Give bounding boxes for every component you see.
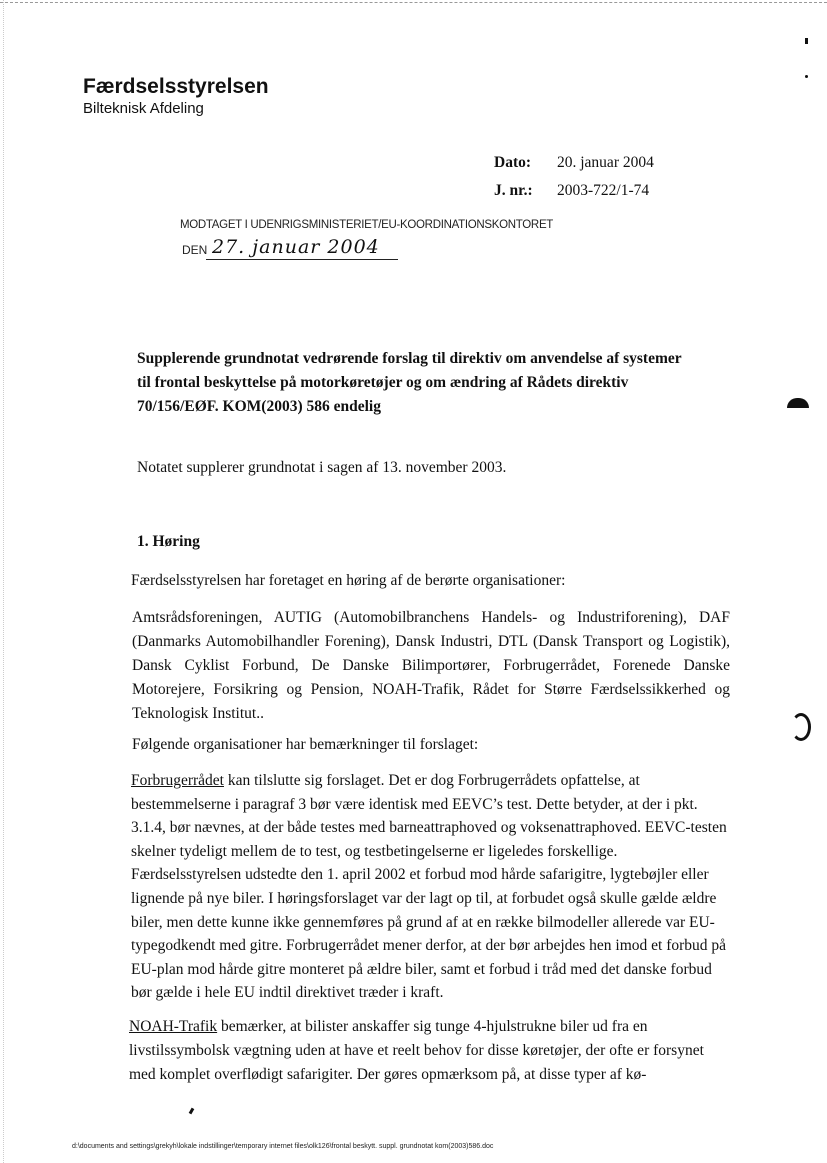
file-path-footer: d:\documents and settings\grekyh\lokale indstillinger\temporary internet files\olk126\frontal beskytt. suppl. grundnotat kom(2003)586.doc [72,1143,494,1150]
forbrugerraadet-text: kan tilslutte sig forslaget. Det er dog Forbrugerrådets opfattelse, at bestemmelserne i paragraf 3 bør være identisk med EEVC’s test. Dette betyder, at der i pkt. 3.1.4, bør nævnes, at der både testes med barneattraphoved og voksenattraphoved. EEVC-testen skelner tydeligt mellem de to test, og testbetingelserne er ligeledes forskellige. Færdselsstyrelsen udstedte den 1. april 2002 et forbud mod hårde safarigitre, lygtebøjler eller lignende på nye biler. I høringsforslaget var der lagt op til, at forbudet også skulle gælde ældre biler, men dette kunne ikke gennemføres på grund af at en række bilmodeller allerede var EU-typegodkendt med gitre. Forbrugerrådet mener derfor, at der bør arbejdes hen imod et forbud på EU-plan mod hårde gitre monteret på ældre biler, samt et forbud i tråd med det danske forbud bør gælde i hele EU indtil direktivet træder i kraft. [131,772,727,1002]
jnr-label: J. nr.: [494,182,533,199]
noah-text: bemærker, at bilister anskaffer sig tunge 4-hjulstrukne biler ud fra en livstilssymbolsk vægtning uden at have et reelt behov for disse køretøjer, der ofte er forsynet med komplet overflødigt safarigiter. Der gøres opmærksom på, at disse typer af kø- [129,1018,704,1083]
handwritten-date: 27. januar 2004 [212,236,380,258]
section-title: 1. Høring [137,533,200,550]
stamp-den-label: DEN [182,243,208,257]
org-name-forbrugerraadet: Forbrugerrådet [131,772,224,789]
date-value: 20. januar 2004 [557,154,654,171]
jnr-row [494,182,794,210]
scan-speck [805,75,808,78]
letterhead [83,74,269,118]
subject-heading [137,347,737,419]
scan-speck [189,1108,195,1115]
org-name-noah: NOAH-Trafik [129,1018,218,1035]
scan-speck [805,38,808,44]
received-stamp: MODTAGET I UDENRIGSMINISTERIET/EU-KOORDINATIONSKONTORET [180,219,554,231]
paragraph-remarks-intro: Følgende organisationer har bemærkninger til forslaget: [132,736,479,753]
organization-name: Færdselsstyrelsen [83,75,269,98]
paragraph-organisations: Amtsrådsforeningen, AUTIG (Automobilbranchens Handels- og Industriforening), DAF (Danmarks Automobilhandler Forening), Dansk Industri, DTL (Dansk Transport og Logistik), Dansk Cyklist Forbund, De Danske Bilimportører, Forbrugerrådet, Forenede Danske Motorejere, Forsikring og Pension, NOAH-Trafik, Rådet for Større Færdselssikkerhed og Teknologisk Institut.. [132,609,730,722]
subject-line-1: Supplerende grundnotat vedrørende forslag til direktiv om anvendelse af systemer [137,350,682,367]
document-meta [494,154,794,210]
scan-left-edge [3,0,4,1163]
paragraph-hearing: Færdselsstyrelsen har foretaget en høring af de berørte organisationer: [131,572,566,589]
date-row [494,154,794,182]
paragraph-noah [129,1015,729,1087]
punch-hole-mark [791,713,811,741]
paragraph-forbrugerraadet [131,769,731,1005]
stamp-underline [206,259,398,260]
punch-hole-mark [787,398,809,408]
subject-line-3: 70/156/EØF. KOM(2003) 586 endelig [137,398,381,415]
department-name: Bilteknisk Afdeling [83,100,204,117]
intro-paragraph: Notatet supplerer grundnotat i sagen af 13. november 2003. [137,459,507,476]
date-label: Dato: [494,154,532,171]
jnr-value: 2003-722/1-74 [557,182,650,199]
subject-line-2: til frontal beskyttelse på motorkøretøjer og om ændring af Rådets direktiv [137,374,629,391]
scan-top-border [0,2,827,3]
